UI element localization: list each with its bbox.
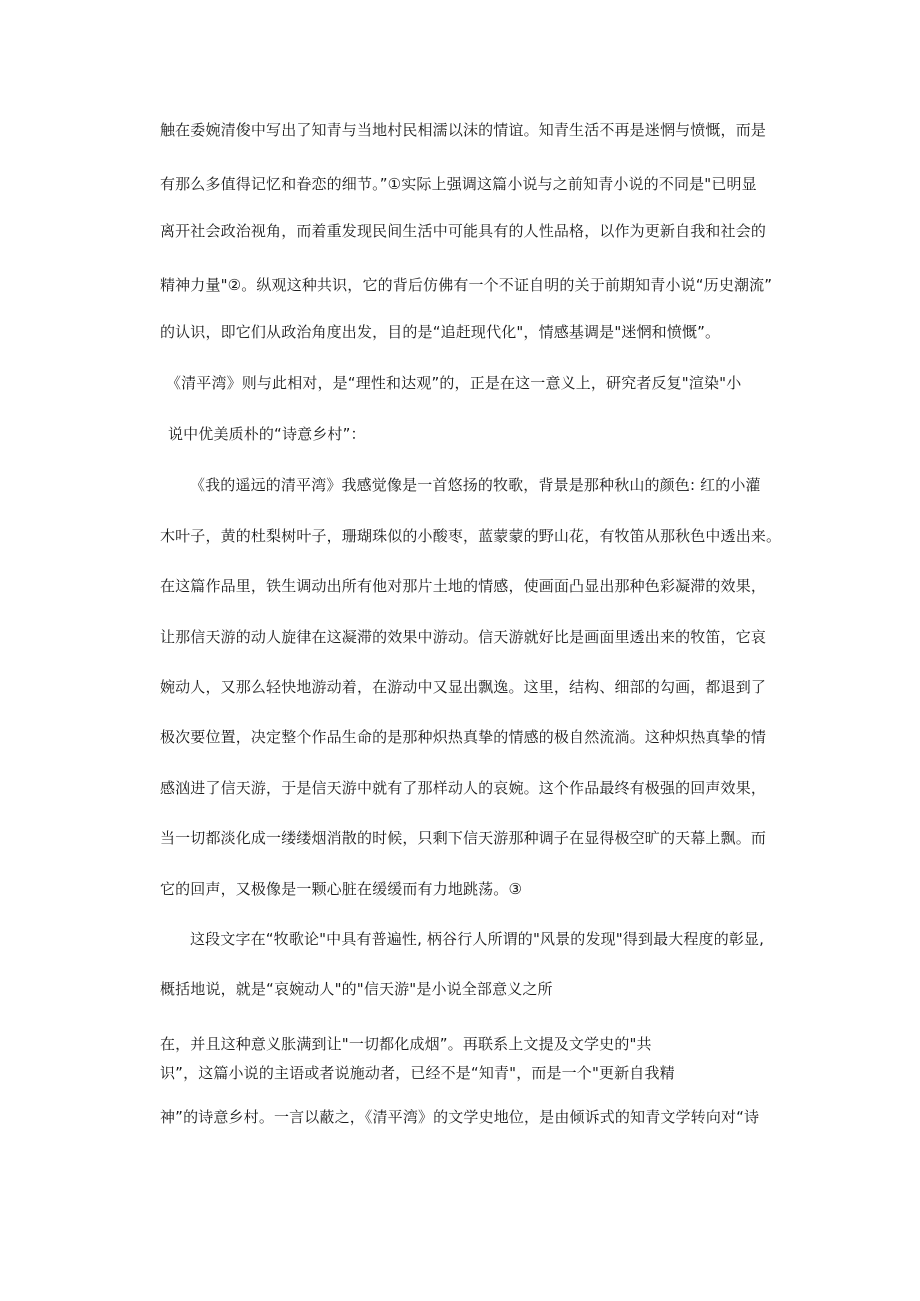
text-line-14: 感汹进了信天游，于是信天游中就有了那样动人的哀婉。这个作品最终有极强的回声效果，: [160, 779, 767, 797]
text-line-19: 在，并且这种意义胀满到让"一切都化成烟”。再联系上文提及文学史的"共: [160, 1035, 652, 1053]
text-line-16: 它的回声，又极像是一颗心脏在缓缓而有力地跳荡。③: [160, 880, 523, 898]
text-line-1: 触在委婉清俊中写出了知青与当地村民相濡以沫的情谊。知青生活不再是迷惘与愤慨，而是: [160, 121, 767, 139]
text-line-18: 概括地说，就是“哀婉动人"的"信天游"是小说全部意义之所: [160, 980, 553, 998]
text-line-17: 这段文字在“牧歌论"中具有普遍性, 柄谷行人所谓的"风景的发现"得到最大程度的彰显,: [190, 930, 765, 948]
text-line-11: 让那信天游的动人旋律在这凝滞的效果中游动。信天游就好比是画面里透出来的牧笛，它哀: [160, 628, 767, 646]
text-line-15: 当一切都淡化成一缕缕烟消散的时候，只剩下信天游那种调子在显得极空旷的天幕上飘。而: [160, 829, 767, 847]
text-line-10: 在这篇作品里，铁生调动出所有他对那片土地的情感，使画面凸显出那种色彩凝滞的效果，: [160, 577, 767, 595]
text-line-9: 木叶子，黄的杜梨树叶子，珊瑚珠似的小酸枣，蓝蒙蒙的野山花，有牧笛从那秋色中透出来。: [160, 527, 782, 545]
text-line-3: 离开社会政治视角，而着重发现民间生活中可能具有的人性品格，以作为更新自我和社会的: [160, 222, 767, 240]
text-line-13: 极次要位置，决定整个作品生命的是那种炽热真挚的情感的极自然流淌。这种炽热真挚的情: [160, 728, 767, 746]
text-line-21: 神”的诗意乡村。一言以蔽之，《清平湾》的文学史地位，是由倾诉式的知青文学转向对“诗: [160, 1108, 760, 1126]
text-line-2: 有那么多值得记忆和眷恋的细节。”①实际上强调这篇小说与之前知青小说的不同是"已明显: [160, 175, 757, 193]
text-line-12: 婉动人，又那么轻快地游动着，在游动中又显出飘逸。这里，结构、细部的勾画，都退到了: [160, 678, 767, 696]
text-line-5: 的认识，即它们从政治角度出发，目的是“追赶现代化"，情感基调是"迷惘和愤慨”。: [160, 323, 721, 341]
text-line-6: 《清平湾》则与此相对，是“理性和达观”的，正是在这一意义上，研究者反复"渲染"小: [166, 374, 742, 392]
text-line-7: 说中优美质朴的“诗意乡村”：: [168, 425, 366, 443]
text-line-20: 识”，这篇小说的主语或者说施动者，已经不是“知青"，而是一个"更新自我精: [160, 1064, 675, 1082]
text-line-4: 精神力量"②。纵观这种共识，它的背后仿佛有一个不证自明的关于前期知青小说“历史潮流”: [160, 276, 773, 294]
text-line-8: 《我的遥远的清平湾》我感觉像是一首悠扬的牧歌，背景是那种秋山的颜色: 红的小灌: [190, 476, 761, 494]
